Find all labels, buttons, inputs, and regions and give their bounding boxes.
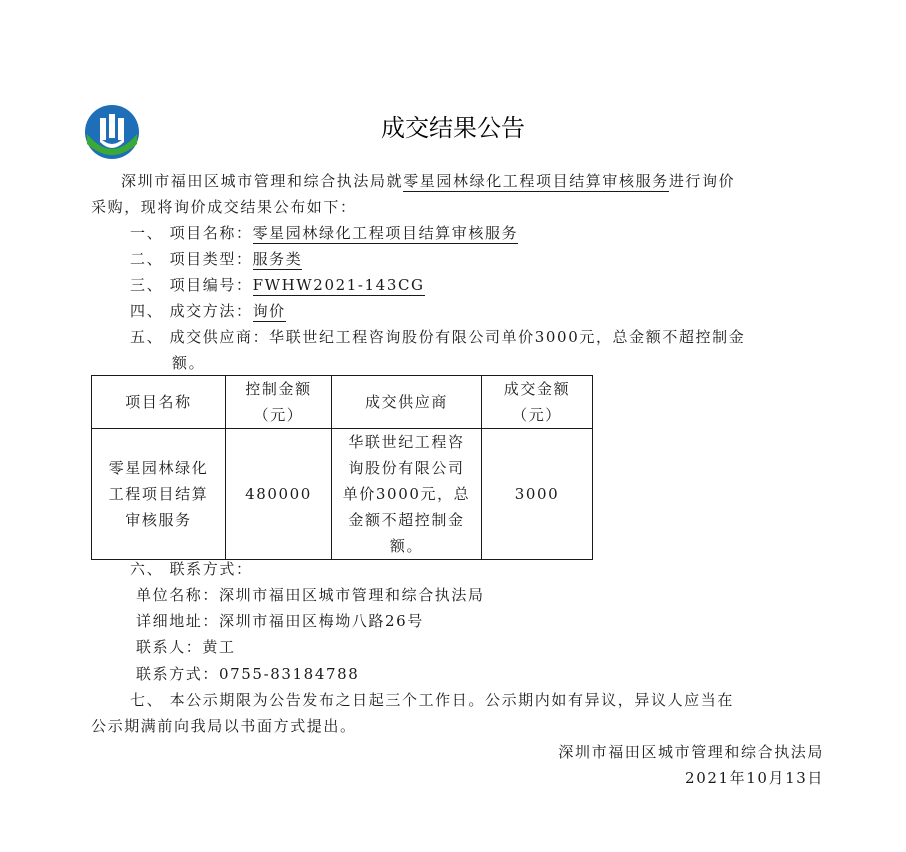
header-amount-line1: 成交金额 bbox=[503, 380, 571, 398]
header-amount-line2: （元） bbox=[512, 406, 562, 424]
cell-line: 审核服务 bbox=[125, 511, 192, 529]
header-budget-line2: （元） bbox=[253, 406, 304, 424]
cell-budget: 480000 bbox=[226, 429, 332, 560]
cell-line: 单价3000元，总 bbox=[342, 485, 471, 503]
cell-amount: 3000 bbox=[482, 429, 593, 560]
item-label: 二、 项目类型： bbox=[130, 250, 253, 268]
contact-phone: 联系方式：0755-83184788 bbox=[136, 665, 360, 683]
item-supplier-line2: 额。 bbox=[172, 354, 206, 372]
contact-person: 联系人：黄工 bbox=[136, 638, 236, 656]
intro-paragraph-line2: 采购，现将询价成交结果公布如下： bbox=[91, 198, 357, 216]
item-project-name bbox=[130, 223, 518, 243]
header-amount bbox=[482, 376, 593, 429]
header-project-name: 项目名称 bbox=[92, 376, 226, 429]
header-budget-line1: 控制金额 bbox=[245, 380, 312, 398]
item-project-type bbox=[130, 249, 302, 269]
item-label: 一、 项目名称： bbox=[130, 224, 253, 242]
cell-line: 询股份有限公司 bbox=[348, 459, 465, 477]
header-budget bbox=[226, 376, 332, 429]
cell-line: 工程项目结算 bbox=[108, 485, 209, 503]
cell-project-name bbox=[92, 429, 226, 560]
cell-supplier bbox=[332, 429, 482, 560]
cell-line: 金额不超控制金 bbox=[348, 511, 465, 529]
item-supplier-line1: 五、 成交供应商：华联世纪工程咨询股份有限公司单价3000元，总金额不超控制金 bbox=[130, 328, 746, 346]
item-transaction-method bbox=[130, 301, 286, 321]
item-value: FWHW2021-143CG bbox=[252, 276, 425, 294]
item-label: 四、 成交方法： bbox=[130, 302, 253, 320]
header-supplier: 成交供应商 bbox=[332, 376, 482, 429]
item-value: 询价 bbox=[252, 302, 286, 320]
cell-line: 额。 bbox=[389, 537, 424, 555]
table-row bbox=[92, 429, 593, 560]
signature-organization: 深圳市福田区城市管理和综合执法局 bbox=[558, 743, 824, 761]
result-table bbox=[91, 375, 593, 560]
item-project-number bbox=[130, 275, 425, 295]
contact-heading: 六、 联系方式： bbox=[130, 560, 253, 578]
item-value: 零星园林绿化工程项目结算审核服务 bbox=[252, 224, 519, 242]
notice-line1: 七、 本公示期限为公告发布之日起三个工作日。公示期内如有异议，异议人应当在 bbox=[130, 691, 734, 709]
cell-line: 华联世纪工程咨 bbox=[348, 433, 465, 451]
contact-unit: 单位名称：深圳市福田区城市管理和综合执法局 bbox=[136, 586, 485, 604]
cell-line: 零星园林绿化 bbox=[108, 459, 209, 477]
document-title: 成交结果公告 bbox=[381, 114, 525, 142]
notice-line2: 公示期满前向我局以书面方式提出。 bbox=[91, 717, 357, 735]
intro-prefix: 深圳市福田区城市管理和综合执法局就 bbox=[121, 172, 404, 190]
item-value: 服务类 bbox=[252, 250, 303, 268]
table-header-row bbox=[92, 376, 593, 429]
intro-paragraph-line1 bbox=[91, 171, 735, 191]
contact-address: 详细地址：深圳市福田区梅坳八路26号 bbox=[136, 612, 424, 630]
signature-date: 2021年10月13日 bbox=[685, 769, 824, 787]
intro-project-name: 零星园林绿化工程项目结算审核服务 bbox=[403, 172, 669, 190]
intro-suffix: 进行询价 bbox=[668, 172, 736, 190]
item-label: 三、 项目编号： bbox=[130, 276, 253, 294]
